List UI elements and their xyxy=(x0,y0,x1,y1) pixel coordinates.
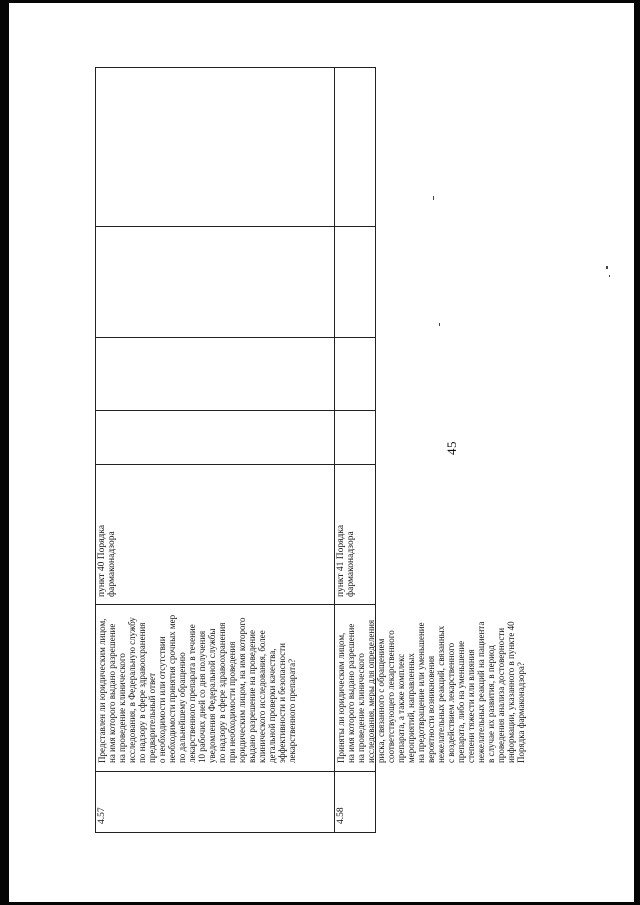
column-separator xyxy=(95,771,375,772)
scan-border-left xyxy=(0,0,9,905)
scan-speck xyxy=(609,275,610,277)
row-separator xyxy=(334,67,335,833)
column-separator xyxy=(95,337,375,338)
scan-speck xyxy=(439,323,440,326)
table-edge-bottom xyxy=(95,832,375,833)
row-number: 4.57 xyxy=(97,807,107,824)
column-separator xyxy=(95,464,375,465)
question-text: Приняты ли юридическим лицом, на имя которого выдано разрешение на проведение клинического исследования, меры для определения риска, связанного с обращением соответствующего лекарственного препарата, а также комплекс мероприятий, направленных на предотвращение или уменьшение вероятности возникновения нежелательных реакций, связанных с воздействием лекарственного препарата, либо на уменьшение степени тяжести или влияния нежелательных реакций на пациента в случае их развития, в период проведения анализа достоверности информации, указанного в пункте 40 Порядка фармаконадзора? xyxy=(336,619,526,763)
column-separator xyxy=(95,604,375,605)
reference-text: пункт 40 Порядка фармаконадзора xyxy=(97,524,118,597)
page-number: 45 xyxy=(444,441,459,455)
column-separator xyxy=(95,410,375,411)
table-edge-top xyxy=(95,67,375,68)
scan-speck xyxy=(433,196,434,200)
scan-speck xyxy=(606,266,608,269)
scan-border-right xyxy=(634,0,640,905)
reference-text: пункт 41 Порядка фармаконадзора xyxy=(336,524,357,597)
column-separator xyxy=(95,226,375,227)
question-text: Представлен ли юридическим лицом, на имя которого выдано разрешение на проведение клинического исследования, в Федеральную службу по надзору в сфере здравоохранения предварительный ответ о необходимости или отсутствии необходимости принятия срочных мер по дальнейшему обращению лекарственного препарата в течение 10 рабочих дней со дня получения уведомления Федеральной службы по надзору в сфере здравоохранения при необходимости проведения юридическим лицом, на имя которого выдано разрешение на проведение клинического исследования, более детальной проверки качества, эффективности и безопасности лекарственного препарата? xyxy=(97,614,297,763)
table-edge-left xyxy=(95,67,96,833)
scan-border-top xyxy=(0,0,640,3)
row-number: 4.58 xyxy=(336,807,346,824)
